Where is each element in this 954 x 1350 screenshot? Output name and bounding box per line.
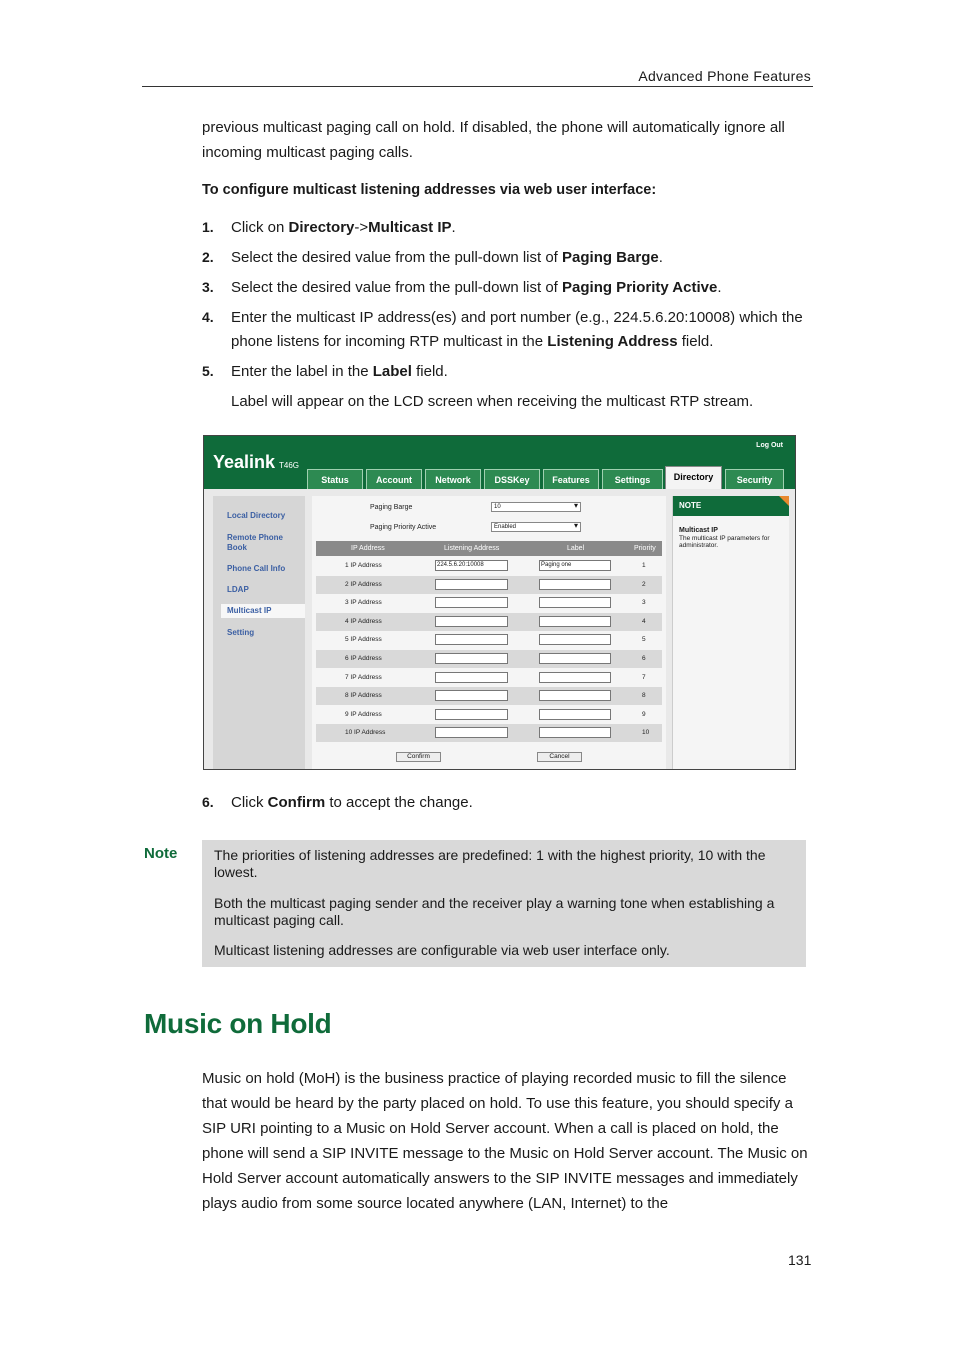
step-2 (231, 246, 811, 270)
step-text: to accept the change. (325, 794, 473, 811)
step-bold: Paging Priority Active (562, 279, 718, 296)
step-number: 2. (202, 249, 214, 265)
web-ui-screenshot (203, 435, 796, 770)
sidebar-item-remote-phone-book[interactable]: Remote Phone Book (227, 533, 284, 552)
tab-dsskey[interactable]: DSSKey (484, 469, 540, 489)
paging-priority-label: Paging Priority Active (370, 524, 437, 531)
listening-address-input[interactable] (435, 634, 508, 645)
step-bold: Multicast IP (368, 219, 452, 236)
label-input[interactable]: Paging one (539, 560, 611, 571)
row-name: 8 IP Address (345, 692, 382, 700)
row-name: 2 IP Address (345, 580, 382, 588)
sidebar-item-setting[interactable]: Setting (227, 628, 255, 637)
note-panel-title: Multicast IP (679, 527, 718, 534)
table-row (316, 687, 662, 705)
table-row (316, 650, 662, 668)
row-name: 3 IP Address (345, 599, 382, 607)
row-priority: 6 (642, 655, 646, 662)
step-number: 1. (202, 219, 214, 235)
listening-address-input[interactable] (435, 616, 508, 627)
note-paragraph: The priorities of listening addresses are predefined: 1 with the highest priority, 10 with the lowest. (214, 847, 766, 880)
column-header: Label (567, 545, 585, 552)
web-ui-sidebar (213, 496, 305, 769)
step-bold: Paging Barge (562, 249, 659, 266)
row-priority: 9 (642, 710, 646, 718)
label-input[interactable] (539, 672, 611, 683)
column-header: Listening Address (444, 545, 500, 552)
step-number: 3. (202, 279, 214, 295)
yealink-logo: Yealink (213, 452, 276, 472)
row-priority: 2 (642, 580, 646, 588)
table-row (316, 631, 662, 649)
row-priority: 3 (642, 599, 646, 607)
procedure-title: To configure multicast listening addresses via web user interface: (202, 182, 657, 198)
step-number: 4. (202, 309, 214, 325)
sidebar-item-local-directory[interactable]: Local Directory (227, 511, 286, 520)
section-paragraph: Music on hold (MoH) is the business practice of playing recorded music to fill the silence that would be heard by the party placed on hold. To use this feature, you should specify a SIP URI pointing to a Music on Hold Server account. When a call is placed on hold, the phone will send a SIP INVITE message to the Music on Hold Server account. The Music on Hold Server account automatically answers to the SIP INVITE messages and immediately plays audio from some source located anywhere (LAN, Internet) to the (202, 1070, 808, 1212)
confirm-button[interactable]: Confirm (396, 752, 441, 762)
step-4 (231, 306, 811, 354)
step-1 (231, 216, 811, 240)
table-row (316, 576, 662, 594)
label-input[interactable] (539, 690, 611, 701)
table-row (316, 557, 662, 575)
step-3 (231, 276, 811, 300)
label-input[interactable] (539, 597, 611, 608)
table-row (316, 613, 662, 631)
step-text: field. (411, 363, 448, 380)
step-bold: Label (372, 363, 412, 380)
note-paragraph: Multicast listening addresses are configurable via web user interface only. (214, 942, 670, 958)
row-name: 10 IP Address (345, 729, 386, 737)
label-input[interactable] (539, 634, 611, 645)
note-paragraph: Both the multicast paging sender and the receiver play a warning tone when establishing a multicast paging call. (214, 895, 775, 928)
row-name: 4 IP Address (345, 617, 382, 625)
note-corner-decoration (779, 496, 789, 506)
web-ui-topbar (204, 436, 795, 489)
label-input[interactable] (539, 727, 611, 738)
step-6 (231, 791, 811, 815)
step-text: Select the desired value from the pull-down list of (231, 249, 563, 266)
step-text: Select the desired value from the pull-down list of (231, 279, 563, 296)
row-priority: 10 (642, 729, 650, 737)
row-priority: 7 (642, 673, 646, 681)
listening-address-input[interactable] (435, 579, 508, 590)
listening-address-input[interactable] (435, 672, 508, 683)
step-text: Enter the label in the (231, 363, 373, 380)
step-bold: Directory (288, 219, 355, 236)
listening-address-input[interactable] (435, 597, 508, 608)
row-priority: 1 (642, 562, 646, 569)
step-text: . (658, 249, 663, 266)
header-rule (142, 86, 813, 87)
row-name: 5 IP Address (345, 636, 382, 644)
listening-address-input[interactable] (435, 709, 508, 720)
logout-link[interactable]: Log Out (756, 442, 783, 449)
tab-security[interactable]: Security (725, 469, 784, 489)
step-bold: Confirm (267, 794, 326, 811)
column-header: IP Address (351, 545, 385, 552)
row-priority: 4 (642, 617, 646, 625)
row-name: 1 IP Address (345, 562, 382, 569)
note-label: Note (144, 845, 178, 862)
paging-barge-label: Paging Barge (370, 504, 413, 511)
sidebar-item-ldap[interactable]: LDAP (227, 585, 249, 594)
note-box (202, 840, 806, 967)
note-panel-header: NOTE (673, 496, 789, 516)
listening-address-input[interactable] (435, 653, 508, 664)
row-priority: 8 (642, 692, 646, 700)
step-text: field. (677, 333, 714, 350)
row-name: 7 IP Address (345, 673, 382, 681)
table-row (316, 706, 662, 724)
table-row (316, 724, 662, 742)
model-label: T46G (279, 461, 300, 470)
tab-status[interactable]: Status (307, 469, 363, 489)
listening-address-input[interactable] (435, 690, 508, 701)
sidebar-item-phone-call-info[interactable]: Phone Call Info (227, 564, 286, 573)
step-text: Click on (231, 219, 289, 236)
section-title: Music on Hold (144, 1008, 332, 1039)
listening-address-input[interactable]: 224.5.6.20:10008 (435, 560, 508, 571)
label-input[interactable] (539, 709, 611, 720)
intro-paragraph: previous multicast paging call on hold. If disabled, the phone will automatically ignore all incoming multicast paging calls. (202, 119, 785, 161)
table-row (316, 594, 662, 612)
tab-features[interactable]: Features (543, 469, 599, 489)
note-panel-text: The multicast IP parameters for administrator. (679, 535, 770, 549)
step-text: -> (354, 219, 369, 236)
label-input[interactable] (539, 579, 611, 590)
running-header: Advanced Phone Features (638, 68, 811, 84)
step-number: 5. (202, 363, 214, 379)
step-text: . (451, 219, 456, 236)
row-priority: 5 (642, 636, 646, 644)
tab-settings[interactable]: Settings (602, 469, 663, 489)
page-number: 131 (788, 1252, 812, 1268)
cancel-button[interactable]: Cancel (537, 752, 582, 762)
step-text: Click (231, 794, 268, 811)
row-name: 6 IP Address (345, 655, 382, 662)
table-header (316, 541, 662, 556)
table-row (316, 669, 662, 687)
tab-network[interactable]: Network (425, 469, 481, 489)
step-text: . (717, 279, 722, 296)
paging-barge-select[interactable]: 10 ▾ (491, 502, 581, 512)
paging-priority-select[interactable]: Enabled ▾ (491, 522, 581, 532)
web-ui-note-panel (672, 496, 789, 769)
step-5-extra: Label will appear on the LCD screen when receiving the multicast RTP stream. (231, 393, 754, 410)
label-input[interactable] (539, 616, 611, 627)
listening-address-input[interactable] (435, 727, 508, 738)
sidebar-item-multicast-ip[interactable]: Multicast IP (221, 604, 305, 618)
step-text: Enter the multicast IP address(es) and port number (e.g., 224.5.6.20:10008) which the phone listens for incoming RTP multicast in the (231, 309, 803, 350)
step-number: 6. (202, 794, 214, 810)
row-name: 9 IP Address (345, 710, 382, 718)
tab-directory[interactable]: Directory (665, 466, 722, 489)
tab-account[interactable]: Account (366, 469, 422, 489)
label-input[interactable] (539, 653, 611, 664)
step-5 (231, 360, 811, 384)
column-header: Priority (634, 545, 656, 552)
step-bold: Listening Address (547, 333, 678, 350)
